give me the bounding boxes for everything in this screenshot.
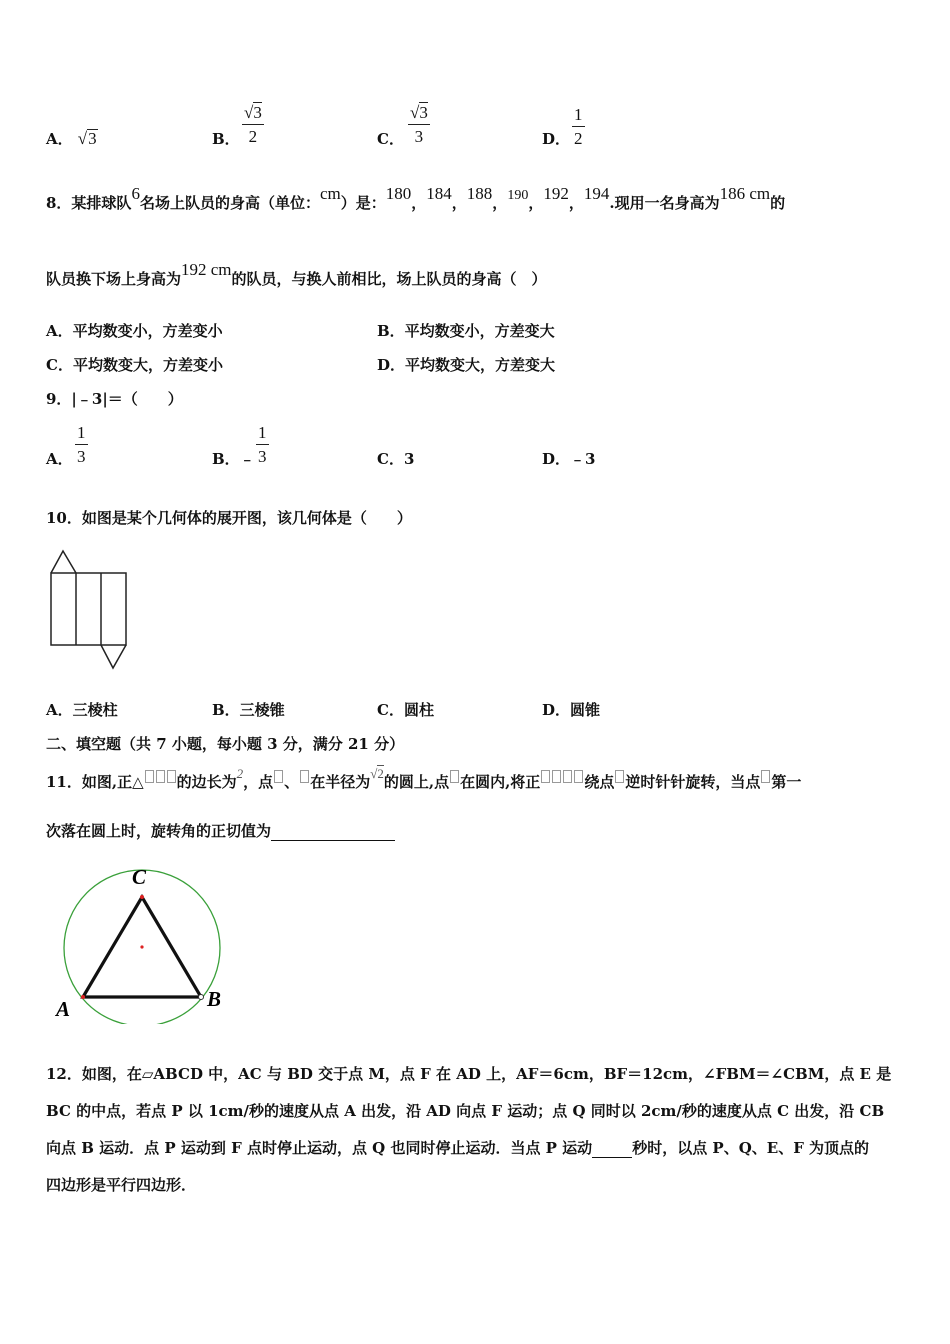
- q12-line4: 四边形是平行四边形．: [46, 1176, 197, 1194]
- height-value: 188: [466, 184, 493, 203]
- missing-glyph-box: [552, 770, 561, 783]
- q9-option-a-fraction: $\frac{1}{3}$: [77, 423, 86, 466]
- q12-line2: BC 的中点，若点 P 以 1cm/秒的速度从点 A 出发，沿 AD 向点 F 运动；点 Q 同时以 2cm/秒的速度从点 C 出发，沿 CB: [46, 1102, 885, 1120]
- q10-option-b[interactable]: B．三棱锥: [212, 701, 285, 719]
- q7-option-a[interactable]: [46, 128, 98, 149]
- radius-sqrt: √2: [370, 766, 384, 781]
- missing-glyph-box: [541, 770, 550, 783]
- numerator-radicand: 3: [419, 103, 428, 122]
- q11-stem-line1: 11．如图,正△ 的边长为2，点 、 在半径为√2的圆上,点 在圆内,将正 绕点 逆时针针旋转，当点 第一: [46, 766, 802, 791]
- height-value: 194: [583, 184, 610, 203]
- net-top-triangle: [51, 551, 76, 573]
- unit: cm: [319, 184, 341, 203]
- denominator: 3: [414, 127, 424, 146]
- q7-option-b-fraction: $\frac{√3}{2}$: [244, 103, 262, 146]
- denominator: 2: [248, 127, 258, 146]
- q8-option-d[interactable]: D．平均数变大，方差变大: [377, 356, 556, 374]
- q7-option-c-fraction: $\frac{√3}{3}$: [410, 103, 428, 146]
- height-value: 190: [507, 188, 529, 203]
- sqrt-expression: √3: [77, 129, 97, 148]
- denominator: 2: [574, 129, 583, 148]
- height-value: 192: [543, 184, 569, 203]
- missing-glyph-box: [615, 770, 624, 783]
- q12-line1: 12．如图，在▱ABCD 中，AC 与 BD 交于点 M，点 F 在 AD 上，AF＝6cm，BF＝12cm，∠FBM＝∠CBM，点 E 是: [46, 1065, 892, 1083]
- label-a: A: [56, 997, 71, 1021]
- label-b: B: [207, 987, 222, 1011]
- missing-glyph-box: [145, 770, 154, 783]
- q7-option-d-letter[interactable]: D．: [542, 130, 571, 148]
- old-height: 192 cm: [181, 260, 232, 279]
- missing-glyph-box: [574, 770, 583, 783]
- q9-option-c[interactable]: C．3: [377, 450, 415, 468]
- q8-option-a[interactable]: A．平均数变小，方差变小: [46, 322, 223, 340]
- q9-option-b-fraction: $\frac{1}{3}$: [258, 423, 267, 466]
- q10-option-d[interactable]: D．圆锥: [542, 701, 601, 719]
- q9-option-b-letter[interactable]: B．﹣: [212, 450, 255, 468]
- option-letter: A．: [46, 130, 73, 148]
- missing-glyph-box: [156, 770, 165, 783]
- answer-blank[interactable]: [592, 1139, 632, 1158]
- height-value: 184: [426, 184, 452, 203]
- triangle-in-circle-figure: [50, 862, 240, 1024]
- q8-option-b[interactable]: B．平均数变小，方差变大: [377, 322, 555, 340]
- q10-option-a[interactable]: A．三棱柱: [46, 701, 118, 719]
- missing-glyph-box: [300, 770, 309, 783]
- missing-glyph-box: [167, 770, 176, 783]
- vertex-c-point: [140, 895, 144, 899]
- label-c: C: [132, 865, 147, 889]
- new-height: 186 cm: [719, 184, 771, 203]
- answer-blank[interactable]: [271, 822, 395, 841]
- section-heading-fill-in: 二、填空题（共 7 小题，每小题 3 分，满分 21 分）: [46, 735, 405, 753]
- net-rectangle: [51, 573, 126, 645]
- q7-option-c-letter[interactable]: C．: [377, 130, 404, 148]
- q12-line3: 向点 B 运动．点 P 运动到 F 点时停止运动，点 Q 也同时停止运动．当点 P 运动 秒时，以点 P、Q、E、F 为顶点的: [46, 1139, 870, 1157]
- side-length: 2: [236, 766, 244, 781]
- q10-stem: 10．如图是某个几何体的展开图，该几何体是（ ）: [46, 509, 412, 527]
- missing-glyph-box: [761, 770, 770, 783]
- q7-option-d-fraction: [572, 106, 585, 147]
- minus-sign: ﹣: [239, 450, 255, 468]
- q9-option-a-letter[interactable]: A．: [46, 450, 73, 468]
- q9-option-d[interactable]: D．﹣3: [542, 450, 596, 468]
- numerator: 1: [572, 106, 585, 127]
- q8-option-c[interactable]: C．平均数变大，方差变小: [46, 356, 223, 374]
- prism-net-figure: [44, 545, 134, 673]
- player-count: 6: [131, 184, 140, 203]
- vertex-a-point: [81, 995, 85, 999]
- q10-option-c[interactable]: C．圆柱: [377, 701, 434, 719]
- net-bottom-triangle: [101, 645, 126, 668]
- height-value: 180: [385, 184, 412, 203]
- q9-stem: 9．|﹣3|＝（ ）: [46, 390, 183, 408]
- q8-stem-line2: 队员换下场上身高为192 cm的队员，与换人前相比，场上队员的身高（ ）: [46, 260, 547, 288]
- vertex-b-point: [199, 995, 204, 1000]
- q8-stem-line1: 8．某排球队6名场上队员的身高（单位：cm）是：180，184，188，190，192，194.现用一名身高为186 cm的: [46, 184, 786, 212]
- missing-glyph-box: [450, 770, 459, 783]
- missing-glyph-box: [563, 770, 572, 783]
- q11-stem-line2: 次落在圆上时，旋转角的正切值为: [46, 820, 395, 841]
- numerator-radicand: 3: [253, 103, 262, 122]
- center-point: [140, 945, 143, 948]
- q7-option-b-letter[interactable]: B．: [212, 130, 240, 148]
- missing-glyph-box: [274, 770, 283, 783]
